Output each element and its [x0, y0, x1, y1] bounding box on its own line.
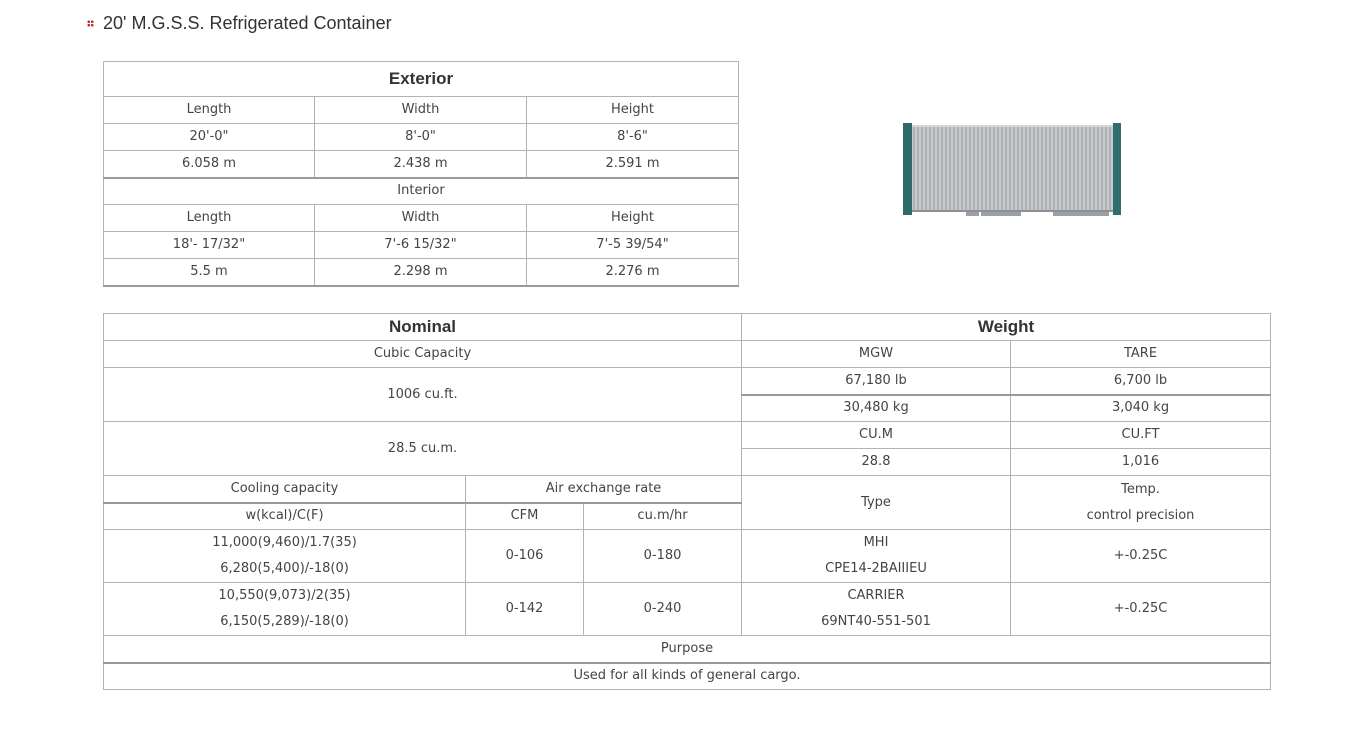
table-row [104, 232, 739, 259]
interior-length-header: Length [104, 205, 315, 232]
temp-precision-value: +-0.25C [1011, 530, 1271, 583]
mgw-kg: 30,480 kg [742, 395, 1011, 422]
table-cell: 2.298 m [315, 259, 527, 286]
table-cell: 6.058 m [104, 151, 315, 178]
cubic-capacity-m: 28.5 cu.m. [104, 422, 742, 476]
container-side-panel [911, 125, 1113, 212]
table-cell: 18'- 17/32" [104, 232, 315, 259]
exterior-width-header: Width [315, 97, 527, 124]
unit-type-value [742, 583, 1011, 636]
air-exchange-label: Air exchange rate [466, 476, 742, 503]
maker-name: CARRIER [847, 588, 905, 603]
table-cell: 8'-6" [527, 124, 739, 151]
purpose-value: Used for all kinds of general cargo. [104, 663, 1271, 690]
cooling-line: 10,550(9,073)/2(35) [218, 588, 351, 603]
container-skid [981, 212, 1021, 216]
cooling-line: 11,000(9,460)/1.7(35) [212, 535, 357, 550]
maker-name: MHI [863, 535, 889, 550]
temp-label-line: control precision [1086, 507, 1195, 523]
mgw-lb: 67,180 lb [742, 368, 1011, 395]
temp-precision-label [1011, 476, 1271, 530]
interior-width-header: Width [315, 205, 527, 232]
cumhr-value: 0-180 [584, 530, 742, 583]
temp-precision-value: +-0.25C [1011, 583, 1271, 636]
table-cell: 8'-0" [315, 124, 527, 151]
type-label: Type [742, 476, 1011, 530]
model-name: 69NT40-551-501 [821, 614, 931, 629]
container-skid [1053, 212, 1109, 216]
table-cell: 2.438 m [315, 151, 527, 178]
interior-height-header: Height [527, 205, 739, 232]
exterior-header: Exterior [104, 62, 739, 97]
purpose-label: Purpose [104, 636, 1271, 663]
page-title-text: 20' M.G.S.S. Refrigerated Container [103, 13, 392, 33]
cuft-label: CU.FT [1011, 422, 1271, 449]
table-cell: 7'-5 39/54" [527, 232, 739, 259]
tare-kg: 3,040 kg [1011, 395, 1271, 422]
mgw-label: MGW [742, 341, 1011, 368]
cooling-line: 6,280(5,400)/-18(0) [220, 561, 349, 576]
container-end-frame [903, 123, 912, 215]
table-row [104, 97, 739, 124]
cubic-capacity-ft: 1006 cu.ft. [104, 368, 742, 422]
cum-value: 28.8 [742, 449, 1011, 476]
exterior-length-header: Length [104, 97, 315, 124]
cfm-value: 0-142 [466, 583, 584, 636]
table-row [104, 259, 739, 286]
cum-label: CU.M [742, 422, 1011, 449]
tare-lb: 6,700 lb [1011, 368, 1271, 395]
specifications-table [103, 313, 1271, 690]
interior-header: Interior [104, 178, 739, 205]
dimensions-table [103, 61, 739, 287]
table-cell: 7'-6 15/32" [315, 232, 527, 259]
cooling-capacity-label: Cooling capacity [104, 476, 466, 503]
tare-label: TARE [1011, 341, 1271, 368]
table-cell: 20'-0" [104, 124, 315, 151]
cfm-label: CFM [466, 503, 584, 530]
table-row [104, 151, 739, 178]
bullet-icon [87, 20, 94, 27]
weight-header: Weight [742, 314, 1271, 341]
cuft-value: 1,016 [1011, 449, 1271, 476]
container-skid [966, 212, 979, 216]
page-title [87, 12, 392, 34]
table-row [104, 530, 1271, 583]
table-cell: 2.591 m [527, 151, 739, 178]
cooling-capacity-value [104, 583, 466, 636]
cumhr-value: 0-240 [584, 583, 742, 636]
table-row [104, 583, 1271, 636]
model-name: CPE14-2BAIIIEU [825, 561, 927, 576]
cfm-value: 0-106 [466, 530, 584, 583]
container-end-frame [1113, 123, 1121, 215]
table-cell: 2.276 m [527, 259, 739, 286]
cooling-capacity-value [104, 530, 466, 583]
cubic-capacity-label: Cubic Capacity [104, 341, 742, 368]
exterior-height-header: Height [527, 97, 739, 124]
unit-type-value [742, 530, 1011, 583]
cooling-line: 6,150(5,289)/-18(0) [220, 614, 349, 629]
table-row [104, 124, 739, 151]
cooling-unit-label: w(kcal)/C(F) [104, 503, 466, 530]
container-photo [903, 123, 1121, 216]
temp-label-line: Temp. [1121, 481, 1160, 497]
cumhr-label: cu.m/hr [584, 503, 742, 530]
table-row [104, 205, 739, 232]
table-cell: 5.5 m [104, 259, 315, 286]
nominal-header: Nominal [104, 314, 742, 341]
